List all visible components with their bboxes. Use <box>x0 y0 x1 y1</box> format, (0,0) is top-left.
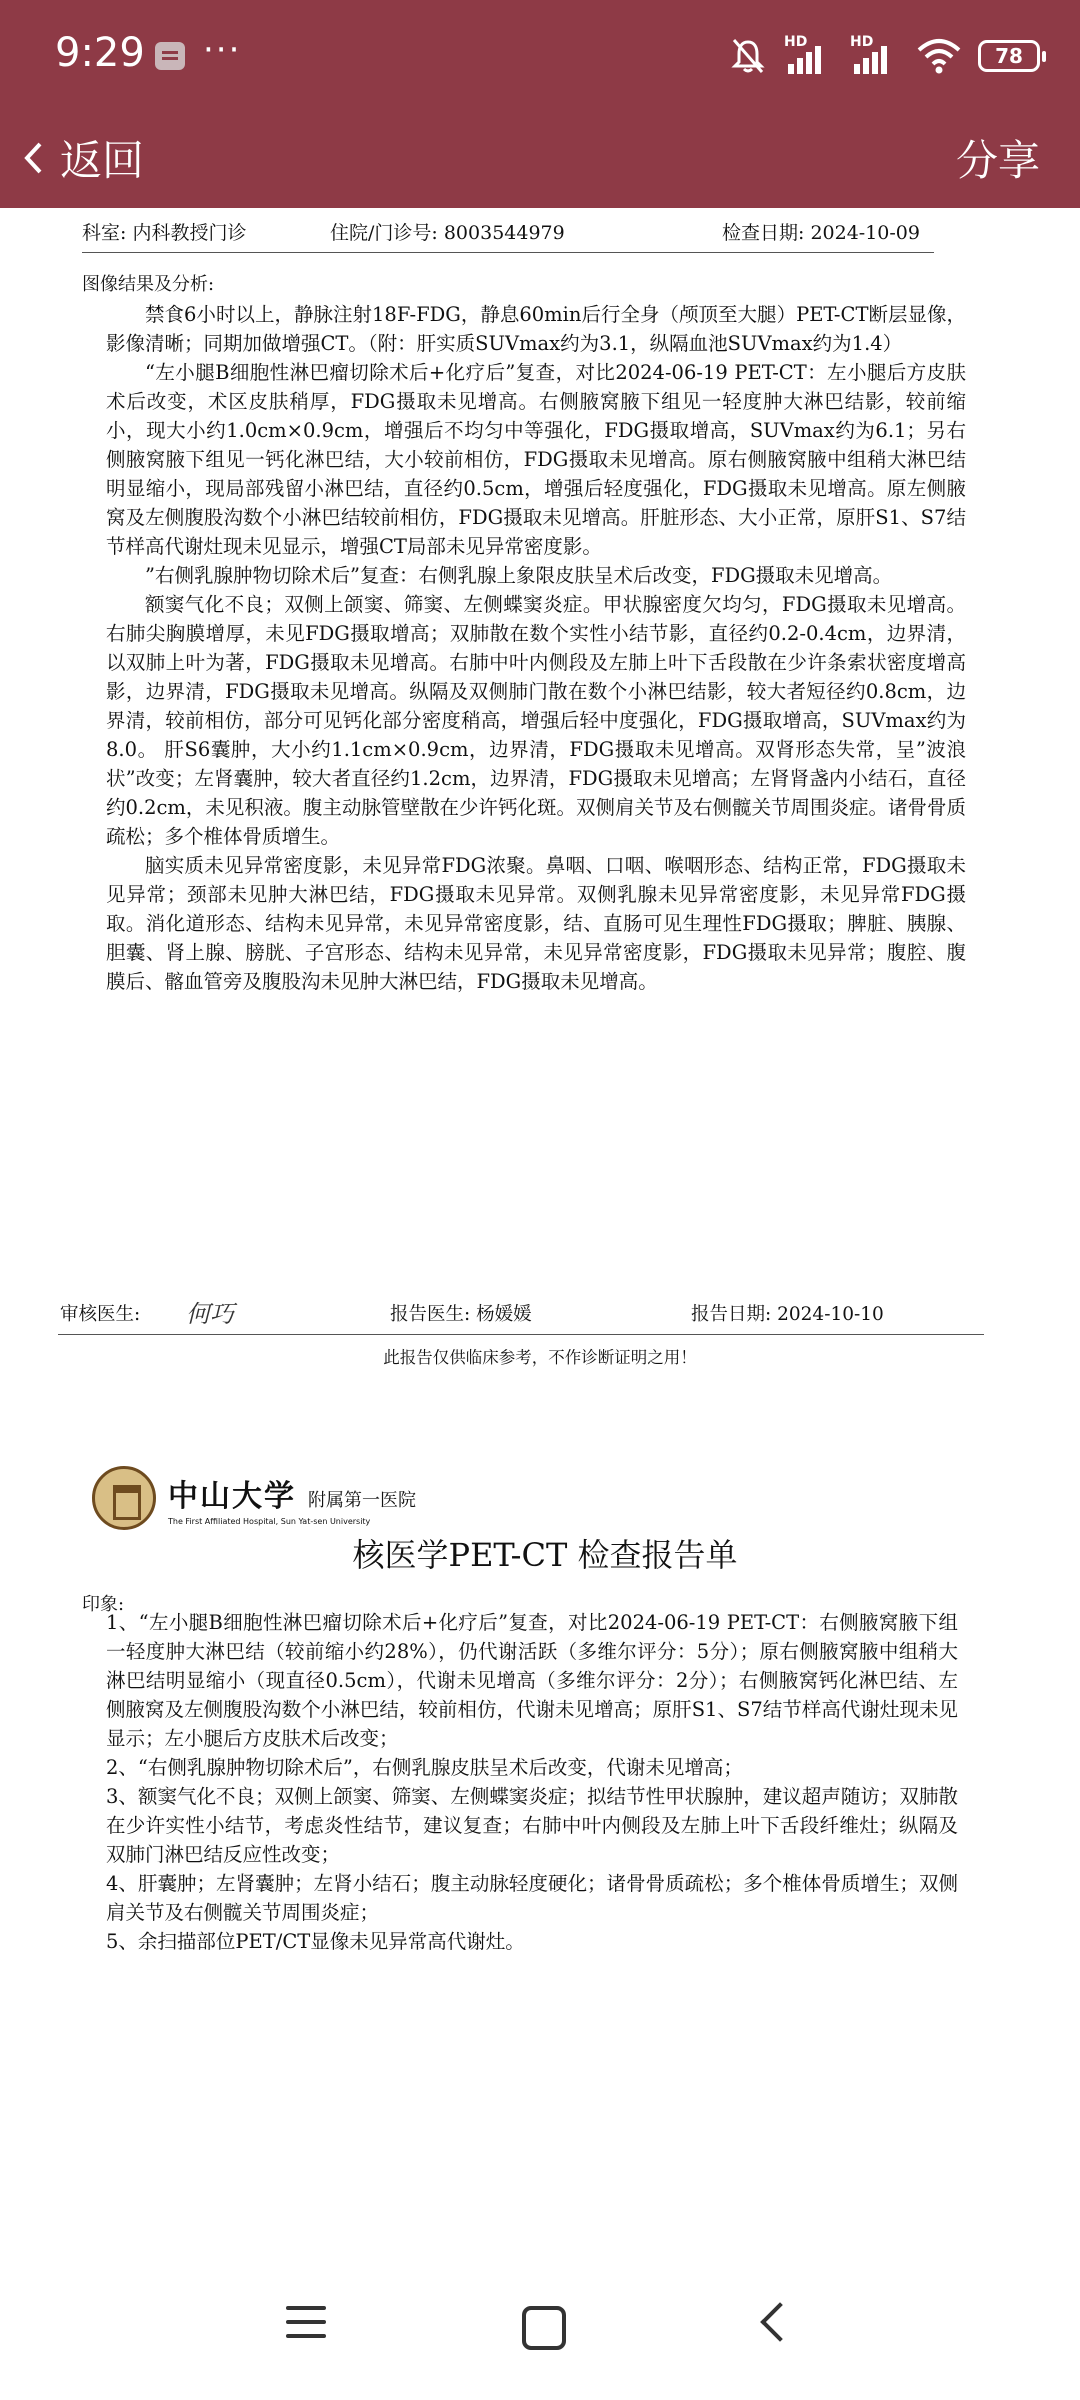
exam-date: 检查日期: 2024-10-09 <box>722 222 920 244</box>
findings-paragraph: 脑实质未见异常密度影，未见异常FDG浓聚。鼻咽、口咽、喉咽形态、结构正常，FDG摄取未见异常；颈部未见肿大淋巴结，FDG摄取未见异常。双侧乳腺未见异常密度影，未见异常FDG摄取。消化道形态、结构未见异常，未见异常密度影，结、直肠可见生理性FDG摄取；脾脏、胰腺、胆囊、肾上腺、膀胱、子宫形态、结构未见异常，未见异常密度影，FDG摄取未见异常；腹腔、腹膜后、髂血管旁及腹股沟未见肿大淋巴结，FDG摄取未见增高。 <box>106 854 966 993</box>
back-button[interactable] <box>22 118 144 198</box>
message-icon <box>155 42 185 70</box>
more-notifications-icon: ··· <box>203 30 242 70</box>
impression-title: 印象: <box>82 1594 125 1615</box>
meta-divider <box>82 252 934 253</box>
signal-icon-2: HD <box>850 36 900 76</box>
patient-id: 住院/门诊号: 8003544979 <box>330 222 565 244</box>
hospital-name-en: The First Affiliated Hospital, Sun Yat-sen University <box>168 1516 371 1526</box>
findings-paragraph: ”右侧乳腺肿物切除术后”复查：右侧乳腺上象限皮肤呈术后改变，FDG摄取未见增高。 <box>145 564 893 587</box>
report-document <box>0 208 1080 2268</box>
signature-divider <box>58 1334 984 1335</box>
impression-item: 2、“右侧乳腺肿物切除术后”，右侧乳腺皮肤呈术后改变，代谢未见增高； <box>106 1756 743 1779</box>
status-bar <box>0 0 1080 110</box>
share-button[interactable]: 分享 <box>955 136 1040 185</box>
impression-item: 3、额窦气化不良；双侧上颌窦、筛窦、左侧蝶窦炎症；拟结节性甲状腺肿，建议超声随访；双肺散在少许实性小结节，考虑炎性结节，建议复查；右肺中叶内侧段及左肺上叶下舌段纤维灶；纵隔及双肺门淋巴结反应性改变； <box>106 1785 958 1866</box>
findings-text <box>106 300 966 996</box>
wifi-icon <box>916 36 962 76</box>
chevron-left-icon <box>22 141 44 175</box>
impression-item: 1、“左小腿B细胞性淋巴瘤切除术后+化疗后”复查，对比2024-06-19 PET-CT：右侧腋窝腋下组一轻度肿大淋巴结（较前缩小约28%），仍代谢活跃（多维尔评分：5分）；原右侧腋窝腋中组稍大淋巴结明显缩小（现直径0.5cm），代谢未见增高（多维尔评分：2分）；右侧腋窝钙化淋巴结、左侧腋窝及左侧腹股沟数个小淋巴结，较前相仿，代谢未见增高；原肝S1、S7结节样高代谢灶现未见显示；左小腿后方皮肤术后改变； <box>106 1611 958 1750</box>
findings-paragraph: 禁食6小时以上，静脉注射18F-FDG，静息60min后行全身（颅顶至大腿）PET-CT断层显像，影像清晰；同期加做增强CT。（附：肝实质SUVmax约为3.1，纵隔血池SUVmax约为1.4） <box>106 303 966 355</box>
status-icons <box>728 34 1040 78</box>
report-date: 报告日期: 2024-10-10 <box>691 1304 884 1325</box>
hospital-logo <box>92 1466 416 1530</box>
app-header <box>0 0 1080 208</box>
status-time: 9:29 <box>55 30 145 76</box>
reporting-doctor: 报告医生: 杨媛媛 <box>390 1304 532 1325</box>
impression-item: 4、肝囊肿；左肾囊肿；左肾小结石；腹主动脉轻度硬化；诸骨骨质疏松；多个椎体骨质增生；双侧肩关节及右侧髋关节周围炎症； <box>106 1872 958 1924</box>
impression-item: 5、余扫描部位PET/CT显像未见异常高代谢灶。 <box>106 1930 525 1953</box>
impressions-list <box>106 1608 958 1956</box>
recent-apps-button[interactable] <box>276 2296 336 2356</box>
reviewer-signature: 何巧 <box>186 1300 234 1328</box>
system-back-button[interactable] <box>744 2296 804 2356</box>
signal-icon: HD <box>784 36 834 76</box>
back-label: 返回 <box>60 136 145 185</box>
system-nav-bar <box>0 2268 1080 2400</box>
findings-paragraph: 额窦气化不良；双侧上颌窦、筛窦、左侧蝶窦炎症。甲状腺密度欠均匀，FDG摄取未见增高。右肺尖胸膜增厚，未见FDG摄取增高；双肺散在数个实性小结节影，直径约0.2-0.4cm，边界清，以双肺上叶为著，FDG摄取未见增高。右肺中叶内侧段及左肺上叶下舌段散在少许条索状密度增高影，边界清，FDG摄取未见增高。纵隔及双侧肺门散在数个小淋巴结影，较大者短径约0.8cm，边界清，较前相仿，部分可见钙化部分密度稍高，增强后轻中度强化，FDG摄取增高，SUVmax约为8.0。 肝S6囊肿，大小约1.1cm×0.9cm，边界清，FDG摄取未见增高。双肾形态失常，呈”波浪状”改变；左肾囊肿，较大者直径约1.2cm，边界清，FDG摄取未见增高；左肾肾盏内小结石，直径约0.2cm，未见积液。腹主动脉管壁散在少许钙化斑。双侧肩关节及右侧髋关节周围炎症。诸骨骨质疏松；多个椎体骨质增生。 <box>106 593 966 848</box>
department: 科室: 内科教授门诊 <box>82 222 247 244</box>
hospital-affiliate: 附属第一医院 <box>308 1489 416 1511</box>
mute-icon <box>728 36 768 76</box>
battery-icon: 78 <box>978 40 1040 72</box>
hospital-emblem-icon <box>92 1466 156 1530</box>
home-button[interactable] <box>510 2296 570 2356</box>
report-title: 核医学PET-CT 检查报告单 <box>352 1536 738 1574</box>
hospital-name: 中山大学 <box>168 1478 296 1514</box>
nav-bar <box>0 110 1080 208</box>
disclaimer-note: 此报告仅供临床参考，不作诊断证明之用！ <box>383 1348 697 1367</box>
findings-title: 图像结果及分析: <box>82 274 215 295</box>
reviewer-label: 审核医生: <box>60 1304 141 1325</box>
findings-paragraph: “左小腿B细胞性淋巴瘤切除术后+化疗后”复查，对比2024-06-19 PET-CT：左小腿后方皮肤术后改变，术区皮肤稍厚，FDG摄取未见增高。右侧腋窝腋下组见一轻度肿大淋巴结影，较前缩小，现大小约1.0cm×0.9cm，增强后不均匀中等强化，FDG摄取增高，SUVmax约为6.1；另右侧腋窝腋下组见一钙化淋巴结，大小较前相仿，FDG摄取未见增高。原右侧腋窝腋中组稍大淋巴结明显缩小，现局部残留小淋巴结，直径约0.5cm，增强后轻度强化，FDG摄取未见增高。原左侧腋窝及左侧腹股沟数个小淋巴结较前相仿，FDG摄取未见增高。肝脏形态、大小正常，原肝S1、S7结节样高代谢灶现未见显示，增强CT局部未见异常密度影。 <box>106 361 966 558</box>
